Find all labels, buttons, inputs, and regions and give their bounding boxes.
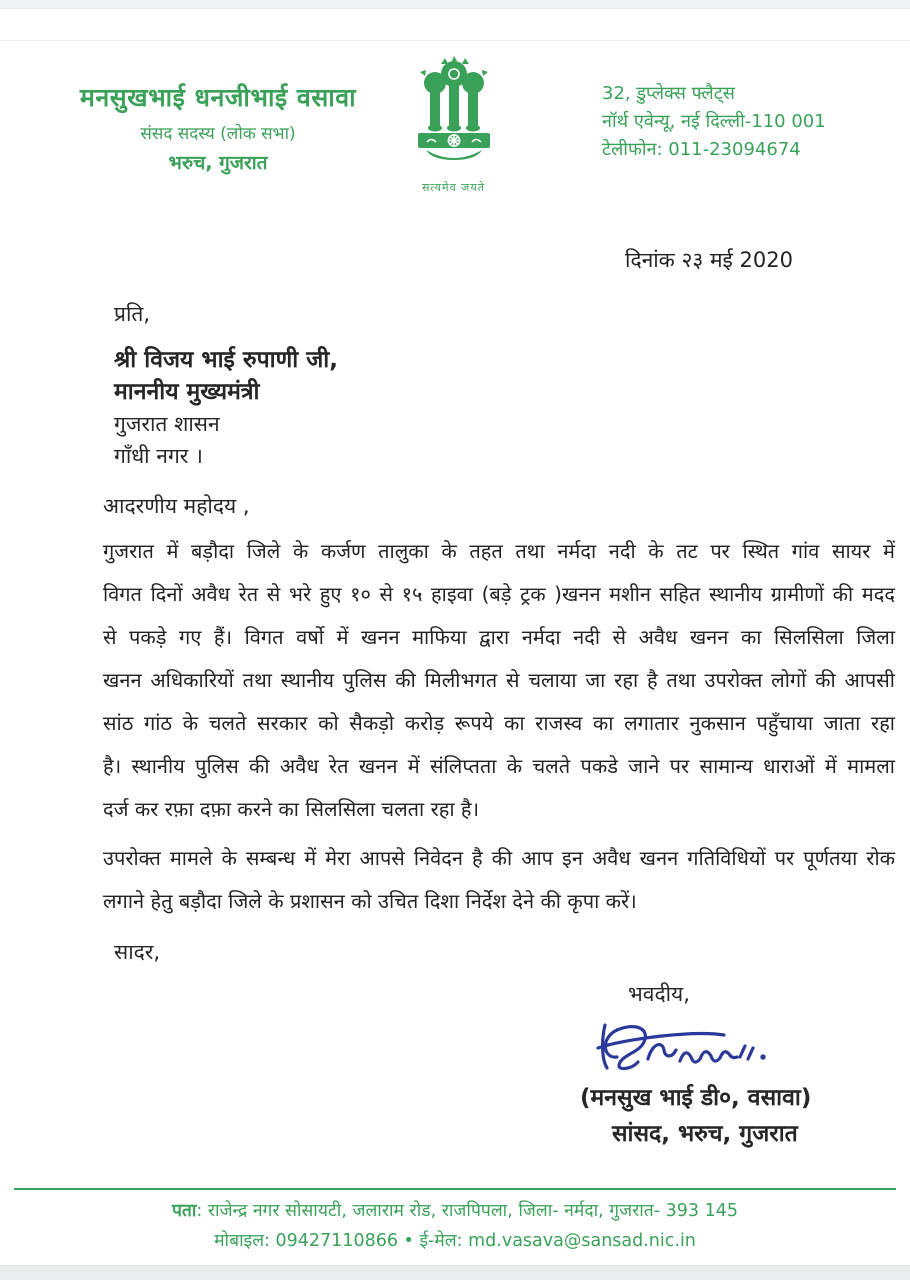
addressee-org: गुजरात शासन [114,412,220,436]
sender-constituency: भरुच, गुजरात [168,152,268,174]
signer-title: सांसद, भरुच, गुजरात [612,1121,798,1147]
body-line: विगत दिनों अवैध रेत से भरे हुए १० से १५ हाइवा (बड़े ट्रक )खनन मशीन सहित स्थानीय ग्रामीणों की मदद [103,582,895,606]
sender-name: मनसुखभाई धनजीभाई वसावा [79,83,357,112]
body-line: खनन अधिकारियों तथा स्थानीय पुलिस की मिलीभगत से चलाया जा रहा है तथा उपरोक्त लोगों की आपसी [103,668,895,692]
office-address-line2: नॉर्थ एवेन्यू, नई दिल्ली-110 001 [602,111,826,132]
handwritten-signature [590,1012,830,1078]
footer-address-label: पता [171,1201,197,1221]
footer-rule [14,1188,896,1190]
footer-contact: मोबाइल: 09427110866 • ई-मेल: md.vasava@sansad.nic.in [214,1231,696,1251]
national-emblem-block [396,56,511,195]
body-line: से पकड़े गए हैं। विगत वर्षो में खनन माफिया द्वारा नर्मदा नदी से अवैध खनन का सिलसिला जिला [103,625,895,649]
body-line: उपरोक्त मामले के सम्बन्ध में मेरा आपसे निवेदन है की आप इन अवैध खनन गतिविधियों पर पूर्णतया रोक [103,846,895,870]
footer-address [0,1196,910,1226]
office-address-line1: 32, डुप्लेक्स फ्लैट्स [602,83,735,104]
addressee-name: श्री विजय भाई रुपाणी जी, [114,347,338,373]
letter-date: दिनांक २३ मई 2020 [625,248,793,272]
signature-ink [590,1012,780,1074]
body-line: गुजरात में बड़ौदा जिले के कर्जण तालुका के तहत तथा नर्मदा नदी के तट पर स्थित गांव सायर में [103,539,895,563]
footer-address-value: : राजेन्द्र नगर सोसायटी, जलाराम रोड, राजपिपला, जिला- नर्मदा, गुजरात- 393 145 [196,1201,739,1221]
valediction: भवदीय, [628,982,690,1006]
sender-designation: संसद सदस्य (लोक सभा) [140,124,296,144]
office-address-block [602,80,902,164]
letter-body [103,530,895,923]
addressee-block [114,298,338,472]
body-line: है। स्थानीय पुलिस की अवैध रेत खनन में संलिप्तता के चलते पकडे जाने पर सामान्य धाराओं में मामला [103,754,895,778]
ashoka-emblem-icon [402,56,506,174]
scan-artifact-bottom [0,1265,910,1280]
letterhead-sender-block [48,80,388,175]
body-line: लगाने हेतु बड़ौदा जिले के प्रशासन को उचित दिशा निर्देश देने की कृपा करें। [103,889,637,913]
regards: सादर, [114,940,161,964]
body-line: सांठ गांठ के चलते सरकार को सैकड़ो करोड़ रूपये का राजस्व का लगातार नुकसान पहुँचाया जाता रहा [103,711,895,735]
closing-block [580,980,830,1148]
footer-block [0,1196,910,1256]
office-address-line3: टेलीफोन: 011-23094674 [602,139,801,160]
to-label: प्रति, [114,302,151,326]
body-line: दर्ज कर रफ़ा दफ़ा करने का सिलसिला चलता रहा है। [103,797,480,821]
addressee-designation: माननीय मुख्यमंत्री [114,379,260,405]
signer-name: (मनसुख भाई डी०, वसावा) [580,1085,812,1111]
addressee-city: गाँधी नगर । [114,444,203,468]
scan-artifact-top [0,0,910,9]
scan-artifact-line [0,40,910,41]
emblem-motto: सत्यमेव जयते [421,181,485,194]
greeting: आदरणीय महोदय , [103,494,250,518]
